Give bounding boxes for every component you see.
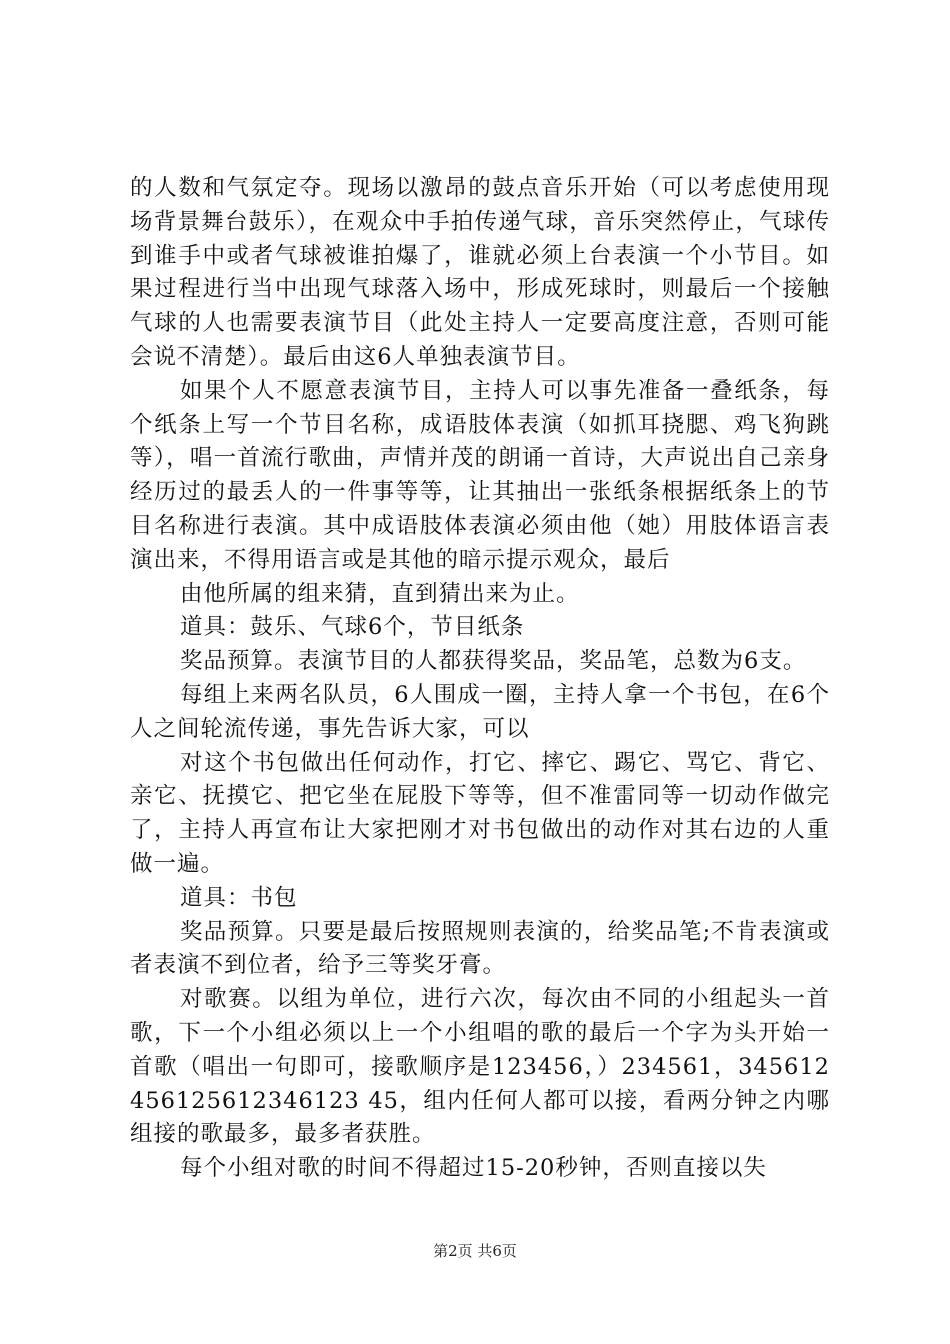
paragraph-4: 道具：鼓乐、气球6个，节目纸条 — [180, 614, 525, 641]
page-footer — [0, 1241, 950, 1261]
paragraph-3: 由他所属的组来猜，直到猜出来为止。 — [180, 580, 580, 607]
paragraph-7: 对这个书包做出任何动作，打它、摔它、踢它、骂它、背它、亲它、抚摸它、把它坐在屁股下等等，但不准雷同等一切动作做完了，主持人再宣布让大家把刚才对书包做出的动作对其右边的人重做一遍。 — [130, 749, 830, 877]
page-number: 第2页 — [433, 1242, 473, 1260]
paragraph-11: 每个小组对歌的时间不得超过15-20秒钟，否则直接以失 — [180, 1155, 767, 1182]
paragraph-1: 的人数和气氛定夺。现场以激昂的鼓点音乐开始（可以考虑使用现场背景舞台鼓乐），在观众中手拍传递气球，音乐突然停止，气球传到谁手中或者气球被谁拍爆了，谁就必须上台表演一个小节目。如果过程进行当中出现气球落入场中，形成死球时，则最后一个接触气球的人也需要表演节目（此处主持人一定要高度注意，否则可能会说不清楚）。最后由这6人单独表演节目。 — [130, 175, 830, 370]
page-total: 共6页 — [477, 1242, 517, 1260]
paragraph-10: 对歌赛。以组为单位，进行六次，每次由不同的小组起头一首歌，下一个小组必须以上一个小组唱的歌的最后一个字为头开始一首歌（唱出一句即可，接歌顺序是123456，）234561，345612456125612346123 45，组内任何人都可以接，看两分钟之内哪组接的歌最多，最多者获胜。 — [130, 986, 830, 1148]
paragraph-9: 奖品预算。只要是最后按照规则表演的，给奖品笔;不肯表演或者表演不到位者，给予三等奖牙膏。 — [130, 918, 830, 979]
paragraph-5: 奖品预算。表演节目的人都获得奖品，奖品笔，总数为6支。 — [180, 648, 807, 675]
paragraph-2: 如果个人不愿意表演节目，主持人可以事先准备一叠纸条，每个纸条上写一个节目名称，成语肢体表演（如抓耳挠腮、鸡飞狗跳等），唱一首流行歌曲，声情并茂的朗诵一首诗，大声说出自己亲身经历过的最丢人的一件事等等，让其抽出一张纸条根据纸条上的节目名称进行表演。其中成语肢体表演必须由他（她）用肢体语言表演出来，不得用语言或是其他的暗示提示观众，最后 — [130, 377, 830, 573]
paragraph-8: 道具：书包 — [180, 884, 298, 911]
body-text — [130, 172, 830, 1186]
paragraph-6: 每组上来两名队员，6人围成一圈，主持人拿一个书包，在6个人之间轮流传递，事先告诉大家，可以 — [130, 681, 830, 742]
